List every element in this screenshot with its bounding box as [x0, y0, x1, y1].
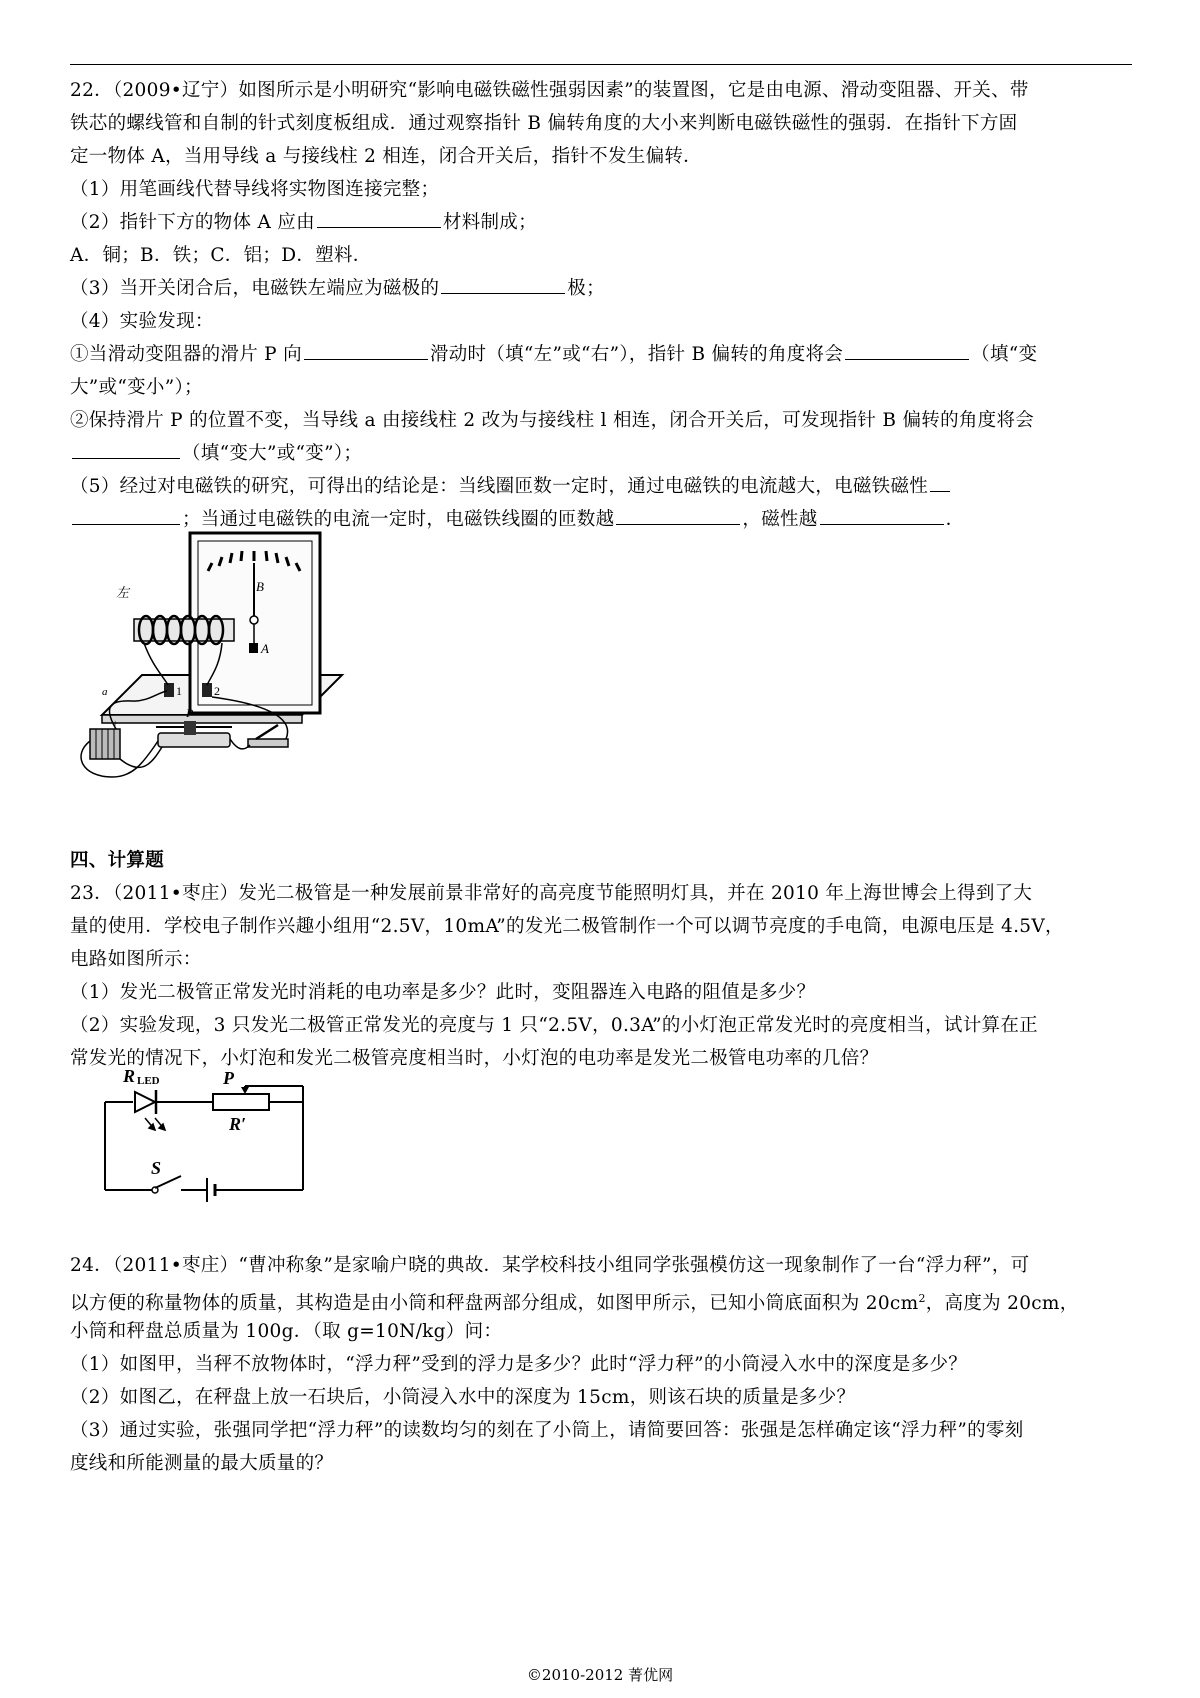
q23-line-5: （2）实验发现，3 只发光二极管正常发光的亮度与 1 只“2.5V，0.3A”的小灯泡正常发光时的亮度相当，试计算在正: [70, 1015, 1038, 1036]
label-led: LED: [137, 1075, 160, 1087]
section-heading-calculation: 四、计算题: [70, 850, 165, 871]
q22-sub5-text: （5）经过对电磁铁的研究，可得出的结论是：当线圈匝数一定时，通过电磁铁的电流越大，电磁铁磁性: [70, 476, 929, 497]
led-circuit-figure: [95, 1062, 310, 1202]
q23-line-3: 电路如图所示：: [70, 949, 202, 970]
answer-blank-angle-change[interactable]: [845, 339, 969, 360]
rheostat: [158, 733, 230, 747]
q22-sub4-1-text: ①当滑动变阻器的滑片 P 向: [70, 344, 302, 365]
q24-line-2-text: 以方便的称量物体的质量，其构造是由小筒和秤盘两部分组成，如图甲所示，已知小筒底面积为 20cm: [70, 1293, 919, 1315]
q22-line-7: [70, 272, 1132, 305]
answer-blank-turns[interactable]: [616, 504, 740, 525]
battery: [90, 729, 120, 759]
label-plus: +: [112, 718, 119, 730]
answer-blank-angle-change-2[interactable]: [72, 438, 180, 459]
q22-sub3-tail: 极；: [567, 278, 605, 299]
q24-line-3: 小筒和秤盘总质量为 100g．（取 g=10N/kg）问：: [70, 1321, 503, 1342]
label-r: R: [123, 1066, 136, 1086]
label-b: B: [256, 579, 264, 594]
label-terminal-1: 1: [176, 684, 182, 698]
q24-line-1: 24．（2011•枣庄）“曹冲称象”是家喻户晓的典故．某学校科技小组同学张强模仿这一现象制作了一台“浮力秤”，可: [70, 1255, 1030, 1276]
iron-core: [134, 619, 234, 641]
q22-sub4-1-mid: 滑动时（填“左”或“右”），指针 B 偏转的角度将会: [429, 344, 844, 365]
q23-line-4: （1）发光二极管正常发光时消耗的电功率是多少？此时，变阻器连入电路的阻值是多少？: [70, 982, 816, 1003]
light-arrows: [145, 1118, 165, 1130]
q23-line-6: 常发光的情况下，小灯泡和发光二极管亮度相当时，小灯泡的电功率是发光二极管电功率的几倍？: [70, 1048, 879, 1069]
label-p: P: [223, 1068, 234, 1088]
q22-sub5-mid: ；当通过电磁铁的电流一定时，电磁铁线圈的匝数越: [182, 509, 615, 530]
q24-line-6: （3）通过实验，张强同学把“浮力秤”的读数均匀的刻在了小筒上，请简要回答：张强是怎样确定该“浮力秤”的零刻: [70, 1420, 1024, 1441]
footer-copyright: ©2010-2012 菁优网: [526, 1666, 674, 1684]
q22-line-1: 22．（2009•辽宁）如图所示是小明研究“影响电磁铁磁性强弱因素”的装置图，它是由电源、滑动变阻器、开关、带: [70, 80, 1029, 101]
q24-line-4: （1）如图甲，当秤不放物体时，“浮力秤”受到的浮力是多少？此时“浮力秤”的小筒浸入水中的深度是多少？: [70, 1354, 968, 1375]
answer-blank-pole[interactable]: [441, 273, 565, 294]
q24-line-2-tail: ，高度为 20cm，: [925, 1293, 1079, 1315]
q22-line-12: [70, 437, 1132, 470]
q22-line-9: [70, 338, 1132, 371]
question-24: [70, 1249, 1132, 1480]
q24-superscript: 2: [918, 1292, 926, 1305]
label-left: 左: [116, 585, 130, 600]
label-p: P: [186, 706, 194, 720]
q22-sub5-mid2: ，磁性越: [742, 509, 818, 530]
q22-line-8: （4）实验发现：: [70, 311, 214, 332]
q22-sub2-text: （2）指针下方的物体 A 应由: [70, 212, 315, 233]
q22-line-2: 铁芯的螺线管和自制的针式刻度板组成．通过观察指针 B 偏转角度的大小来判断电磁铁磁性的强弱．在指针下方固: [70, 113, 1018, 134]
q22-sub5-end: ．: [945, 509, 965, 530]
q24-line-2: [70, 1282, 1132, 1315]
question-23: [70, 877, 1132, 1075]
label-wire-a: a: [102, 686, 108, 698]
q22-sub4-2-tail: （填“变大”或“变”）；: [182, 443, 363, 464]
q22-line-3: 定一物体 A，当用导线 a 与接线柱 2 相连，闭合开关后，指针不发生偏转．: [70, 146, 702, 167]
object-a: [249, 643, 258, 653]
answer-blank-magnetism-2[interactable]: [820, 504, 944, 525]
q22-line-11: ②保持滑片 P 的位置不变，当导线 a 由接线柱 2 改为与接线柱 l 相连，闭合开关后，可发现指针 B 偏转的角度将会: [70, 410, 1035, 431]
terminal-1: [164, 683, 174, 697]
q22-line-4: （1）用笔画线代替导线将实物图连接完整；: [70, 179, 440, 200]
q24-line-5: （2）如图乙，在秤盘上放一石块后，小筒浸入水中的深度为 15cm，则该石块的质量是多少？: [70, 1387, 856, 1408]
q22-line-5: [70, 206, 1132, 239]
q22-line-10: 大”或“变小”）；: [70, 377, 203, 398]
slider-p: [184, 721, 196, 735]
q23-line-1: 23．（2011•枣庄）发光二极管是一种发展前景非常好的高亮度节能照明灯具，并在 2010 年上海世博会上得到了大: [70, 883, 1033, 904]
answer-blank-direction[interactable]: [304, 339, 428, 360]
q22-sub2-tail: 材料制成；: [442, 212, 537, 233]
electromagnet-apparatus-figure: [72, 515, 346, 785]
q22-sub4-1-tail: （填“变: [971, 344, 1038, 365]
q22-options: A．铜；B．铁；C．铝；D．塑料．: [70, 245, 372, 266]
label-terminal-2: 2: [214, 684, 220, 698]
label-r-prime: R′: [229, 1114, 247, 1134]
label-s: S: [151, 1158, 162, 1178]
question-22: [70, 74, 1132, 536]
rheostat-resistor: [213, 1094, 269, 1110]
q22-sub3-text: （3）当开关闭合后，电磁铁左端应为磁极的: [70, 278, 440, 299]
q22-line-13: [70, 470, 1132, 503]
q23-line-2: 量的使用．学校电子制作兴趣小组用“2.5V，10mA”的发光二极管制作一个可以调节亮度的手电筒，电源电压是 4.5V，: [70, 916, 1064, 937]
header-rule: [70, 64, 1132, 65]
answer-blank-material[interactable]: [317, 207, 441, 228]
answer-blank-magnetism-start[interactable]: [930, 471, 950, 492]
switch: [248, 739, 288, 747]
terminal-2: [202, 683, 212, 697]
q24-line-7: 度线和所能测量的最大质量的？: [70, 1453, 334, 1474]
led-diode: [135, 1092, 155, 1112]
label-a: A: [261, 641, 269, 656]
